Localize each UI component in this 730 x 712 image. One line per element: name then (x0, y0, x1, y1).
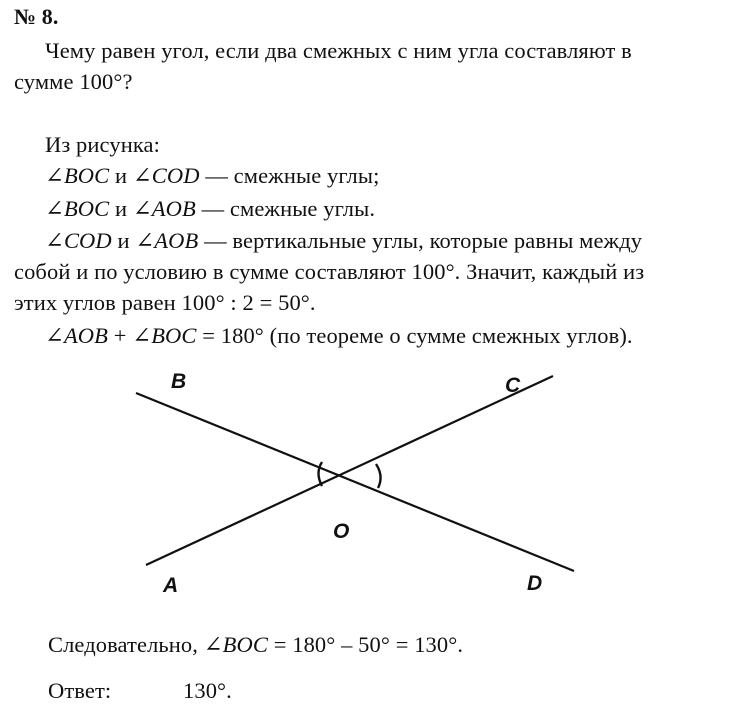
label-d: D (527, 572, 543, 595)
operator: + (108, 323, 133, 348)
arc-angle-aob (319, 462, 323, 486)
angle-boc: ∠BOC (45, 163, 110, 188)
conclusion-line (48, 632, 463, 658)
answer-line (48, 678, 348, 704)
angle-cod: ∠COD (45, 228, 112, 253)
statement: — вертикальные углы, которые равны между (198, 228, 643, 253)
angle-aob: ∠AOB (45, 323, 108, 348)
arc-angle-cod (376, 464, 381, 488)
solution-line-4: собой и по условию в сумме составляют 100°. Значит, каждый из (14, 259, 645, 284)
solution-intro: Из рисунка: (45, 132, 160, 157)
problem-number: № 8. (14, 4, 59, 29)
line-bd (136, 393, 574, 571)
label-a: A (163, 574, 179, 597)
question-line-1: Чему равен угол, если два смежных с ним угла составляют в (45, 38, 632, 63)
angle-boc: ∠BOC (132, 323, 197, 348)
angle-boc: ∠BOC (45, 196, 110, 221)
angle-cod: ∠COD (132, 163, 200, 188)
conclusion-result: = 180° – 50° = 130°. (267, 632, 464, 657)
label-c: C (505, 374, 521, 397)
answer-label: Ответ: (48, 678, 112, 703)
angle-boc: ∠BOC (203, 632, 268, 657)
angle-aob: ∠AOB (132, 196, 196, 221)
answer-value: 130°. (183, 678, 232, 703)
angle-aob: ∠AOB (135, 228, 199, 253)
statement: — смежные углы. (195, 196, 376, 221)
conclusion-prefix: Следовательно, (48, 632, 204, 657)
statement: — смежные углы; (199, 163, 380, 188)
connector: и (109, 163, 133, 188)
label-b: B (171, 370, 187, 393)
statement: = 180° (по теореме о сумме смежных углов). (196, 323, 633, 348)
solution-line-5: этих углов равен 100° : 2 = 50°. (14, 290, 316, 315)
label-o: O (333, 520, 350, 543)
connector: и (111, 228, 136, 253)
connector: и (109, 196, 133, 221)
question-line-2: сумме 100°? (14, 69, 133, 94)
